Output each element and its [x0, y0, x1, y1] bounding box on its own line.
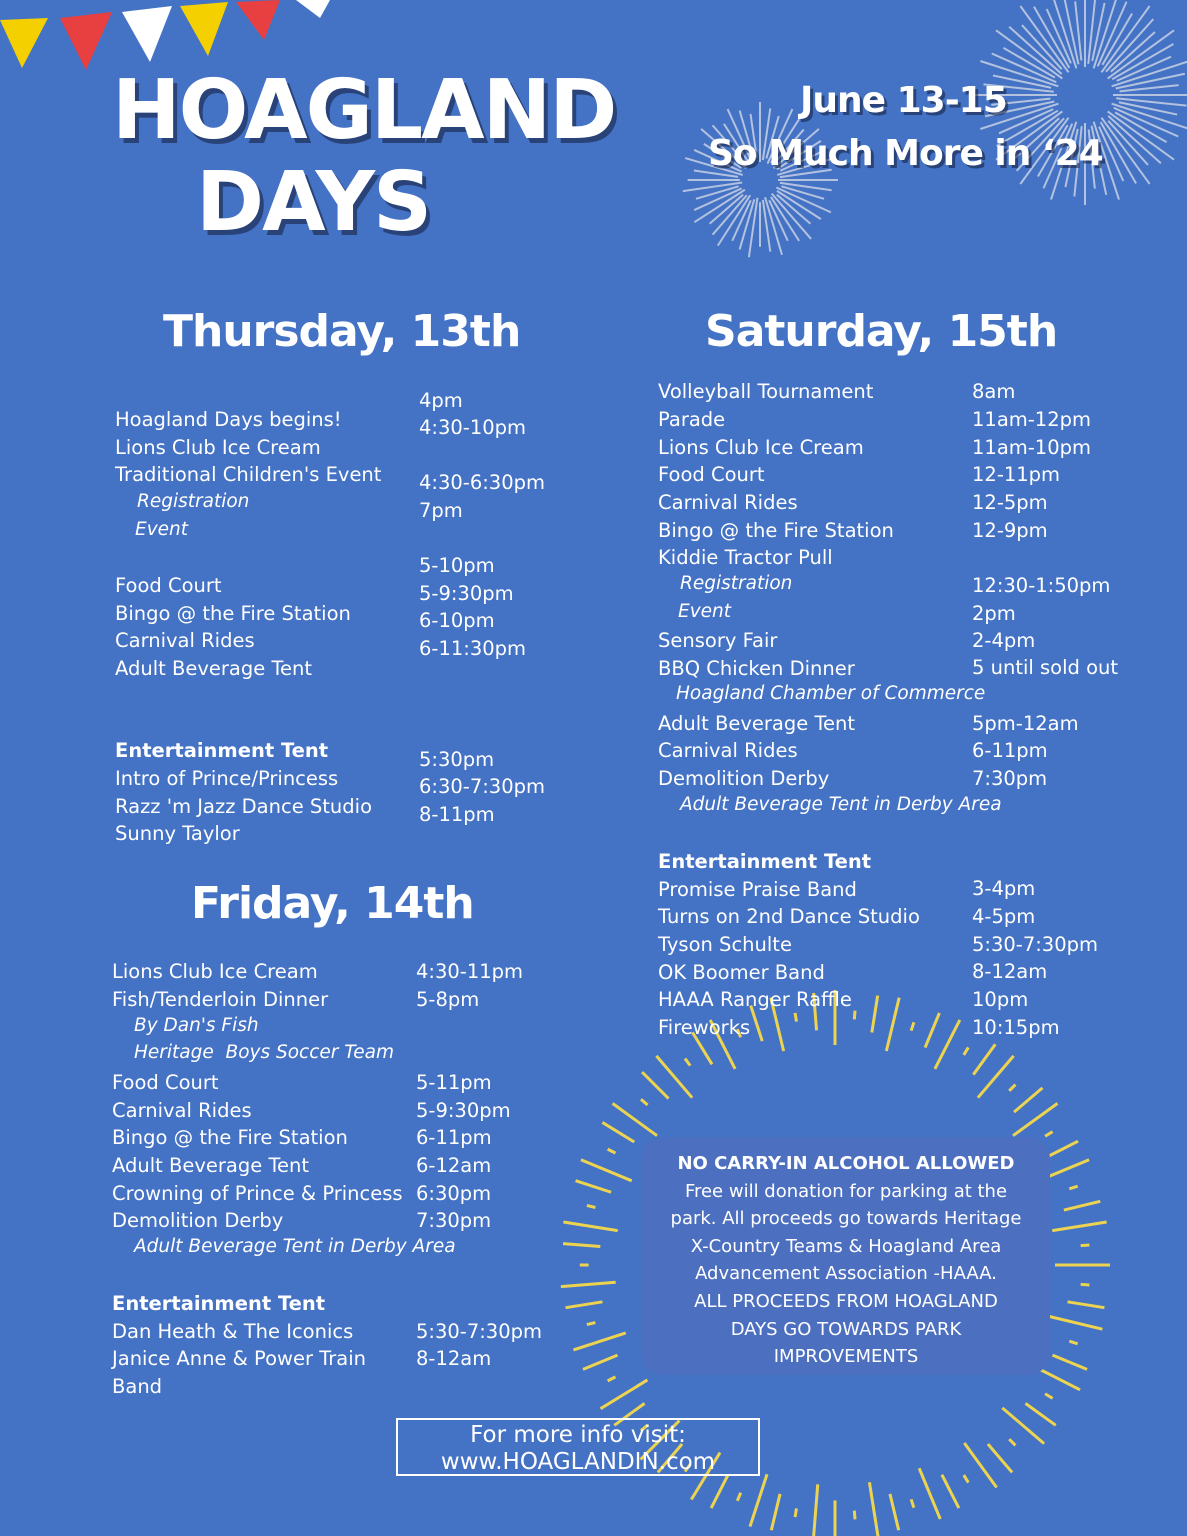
event-name: Demolition Derby — [112, 1209, 284, 1232]
event-name: Adult Beverage Tent — [112, 1154, 310, 1177]
event-name: Promise Praise Band — [658, 878, 857, 901]
event-time: 6-11:30pm — [419, 637, 527, 660]
event-time: 5-9:30pm — [419, 582, 514, 605]
event-name: BBQ Chicken Dinner — [658, 657, 855, 680]
event-name: Bingo @ the Fire Station — [112, 1126, 348, 1149]
event-name: Fish/Tenderloin Dinner — [112, 988, 329, 1011]
event-time: 5 until sold out — [972, 656, 1119, 679]
event-name: Kiddie Tractor Pull — [658, 546, 833, 569]
alcohol-notice-panel — [642, 1137, 1050, 1375]
event-time: 2-4pm — [972, 629, 1036, 652]
event-subitem: Event — [678, 601, 731, 622]
event-time: 12-9pm — [972, 519, 1048, 542]
event-name: Carnival Rides — [115, 629, 255, 652]
event-time: 4:30-10pm — [419, 416, 527, 439]
event-dates: June 13-15 — [800, 80, 1007, 121]
title-days: DAYS — [196, 155, 431, 250]
event-time: 6:30-7:30pm — [419, 775, 545, 798]
event-time: 12:30-1:50pm — [972, 574, 1111, 597]
notice-line: X-Country Teams & Hoagland Area — [690, 1235, 1002, 1257]
event-time: 8-12am — [972, 960, 1048, 983]
event-time: 5-9:30pm — [416, 1099, 511, 1122]
event-time: 6:30pm — [416, 1182, 492, 1205]
event-name: Janice Anne & Power Train — [112, 1347, 366, 1370]
event-name: Carnival Rides — [658, 491, 798, 514]
notice-line: Advancement Association -HAAA. — [695, 1263, 997, 1285]
entertainment-heading: Entertainment Tent — [112, 1292, 326, 1315]
event-time: 8-12am — [416, 1347, 492, 1370]
event-name: Turns on 2nd Dance Studio — [658, 905, 920, 928]
event-name: Lions Club Ice Cream — [115, 436, 321, 459]
notice-line: park. All proceeds go towards Heritage — [670, 1208, 1022, 1230]
event-time: 7:30pm — [972, 767, 1048, 790]
event-name: Intro of Prince/Princess — [115, 767, 339, 790]
event-subitem: Hoagland Chamber of Commerce — [676, 683, 986, 704]
event-name: OK Boomer Band — [658, 961, 825, 984]
event-name: Carnival Rides — [658, 739, 798, 762]
event-name: Sensory Fair — [658, 629, 778, 652]
event-name: Traditional Children's Event — [115, 463, 382, 486]
event-time: 5-10pm — [419, 554, 495, 577]
website-link[interactable]: www.HOAGLANDIN.com — [440, 1449, 716, 1475]
event-name: Carnival Rides — [112, 1099, 252, 1122]
event-name: Dan Heath & The Iconics — [112, 1320, 354, 1343]
event-time: 5:30-7:30pm — [416, 1320, 542, 1343]
event-time: 12-5pm — [972, 491, 1048, 514]
event-name: Volleyball Tournament — [658, 380, 874, 403]
event-name: Razz 'm Jazz Dance Studio — [115, 795, 373, 818]
event-time: 6-12am — [416, 1154, 492, 1177]
event-name: Food Court — [112, 1071, 219, 1094]
event-time: 8am — [972, 380, 1016, 403]
event-time: 4:30-11pm — [416, 960, 524, 983]
entertainment-heading: Entertainment Tent — [658, 850, 872, 873]
event-time: 6-10pm — [419, 609, 495, 632]
event-time: 5-8pm — [416, 988, 480, 1011]
event-time: 10pm — [972, 988, 1029, 1011]
event-time: 3-4pm — [972, 877, 1036, 900]
event-subitem: Heritage Boys Soccer Team — [134, 1042, 395, 1063]
notice-line: IMPROVEMENTS — [773, 1346, 919, 1368]
event-time: 5pm-12am — [972, 712, 1079, 735]
event-name: Crowning of Prince & Princess — [112, 1182, 403, 1205]
event-subitem: Adult Beverage Tent in Derby Area — [134, 1236, 456, 1257]
event-time: 5:30pm — [419, 748, 495, 771]
event-name: Bingo @ the Fire Station — [658, 519, 894, 542]
event-name: Food Court — [115, 574, 222, 597]
saturday-heading: Saturday, 15th — [705, 306, 1058, 357]
event-subitem: By Dan's Fish — [134, 1015, 259, 1036]
event-name: Demolition Derby — [658, 767, 830, 790]
thursday-heading: Thursday, 13th — [163, 306, 521, 357]
event-name: Lions Club Ice Cream — [658, 436, 864, 459]
event-time: 11am-12pm — [972, 408, 1091, 431]
more-info-label: For more info visit: — [470, 1422, 686, 1448]
notice-line: Free will donation for parking at the — [684, 1180, 1008, 1202]
event-subitem: Adult Beverage Tent in Derby Area — [680, 794, 1002, 815]
event-name: Adult Beverage Tent — [115, 657, 313, 680]
event-subitem: Registration — [137, 491, 250, 512]
event-name: Bingo @ the Fire Station — [115, 602, 351, 625]
event-name: Lions Club Ice Cream — [112, 960, 318, 983]
event-name: Parade — [658, 408, 726, 431]
entertainment-heading: Entertainment Tent — [115, 739, 329, 762]
event-time: 2pm — [972, 602, 1016, 625]
event-name: Hoagland Days begins! — [115, 408, 342, 431]
event-time: 8-11pm — [419, 803, 495, 826]
event-name: Fireworks — [658, 1016, 751, 1039]
notice-heading: NO CARRY-IN ALCOHOL ALLOWED — [677, 1153, 1015, 1174]
friday-heading: Friday, 14th — [191, 878, 474, 929]
event-time: 7pm — [419, 499, 463, 522]
more-info-box — [396, 1418, 760, 1476]
event-time: 4-5pm — [972, 905, 1036, 928]
event-subitem: Registration — [680, 573, 793, 594]
tagline: So Much More in ‘24 — [708, 133, 1103, 174]
event-name: Sunny Taylor — [115, 822, 240, 845]
event-name: HAAA Ranger Raffle — [658, 988, 852, 1011]
event-time: 6-11pm — [416, 1126, 492, 1149]
notice-line: DAYS GO TOWARDS PARK — [730, 1318, 962, 1340]
event-time: 5-11pm — [416, 1071, 492, 1094]
event-time: 12-11pm — [972, 463, 1061, 486]
event-time: 10:15pm — [972, 1016, 1060, 1039]
event-time: 4pm — [419, 389, 463, 412]
event-name: Adult Beverage Tent — [658, 712, 856, 735]
event-subitem: Event — [135, 519, 188, 540]
event-time: 7:30pm — [416, 1209, 492, 1232]
event-time: 5:30-7:30pm — [972, 933, 1098, 956]
event-time: 11am-10pm — [972, 436, 1091, 459]
title-hoagland: HOAGLAND — [112, 63, 616, 158]
event-name: Food Court — [658, 463, 765, 486]
event-time: 6-11pm — [972, 739, 1048, 762]
event-name: Band — [112, 1375, 163, 1398]
event-name: Tyson Schulte — [658, 933, 792, 956]
notice-line: ALL PROCEEDS FROM HOAGLAND — [694, 1290, 998, 1312]
event-time: 4:30-6:30pm — [419, 471, 545, 494]
